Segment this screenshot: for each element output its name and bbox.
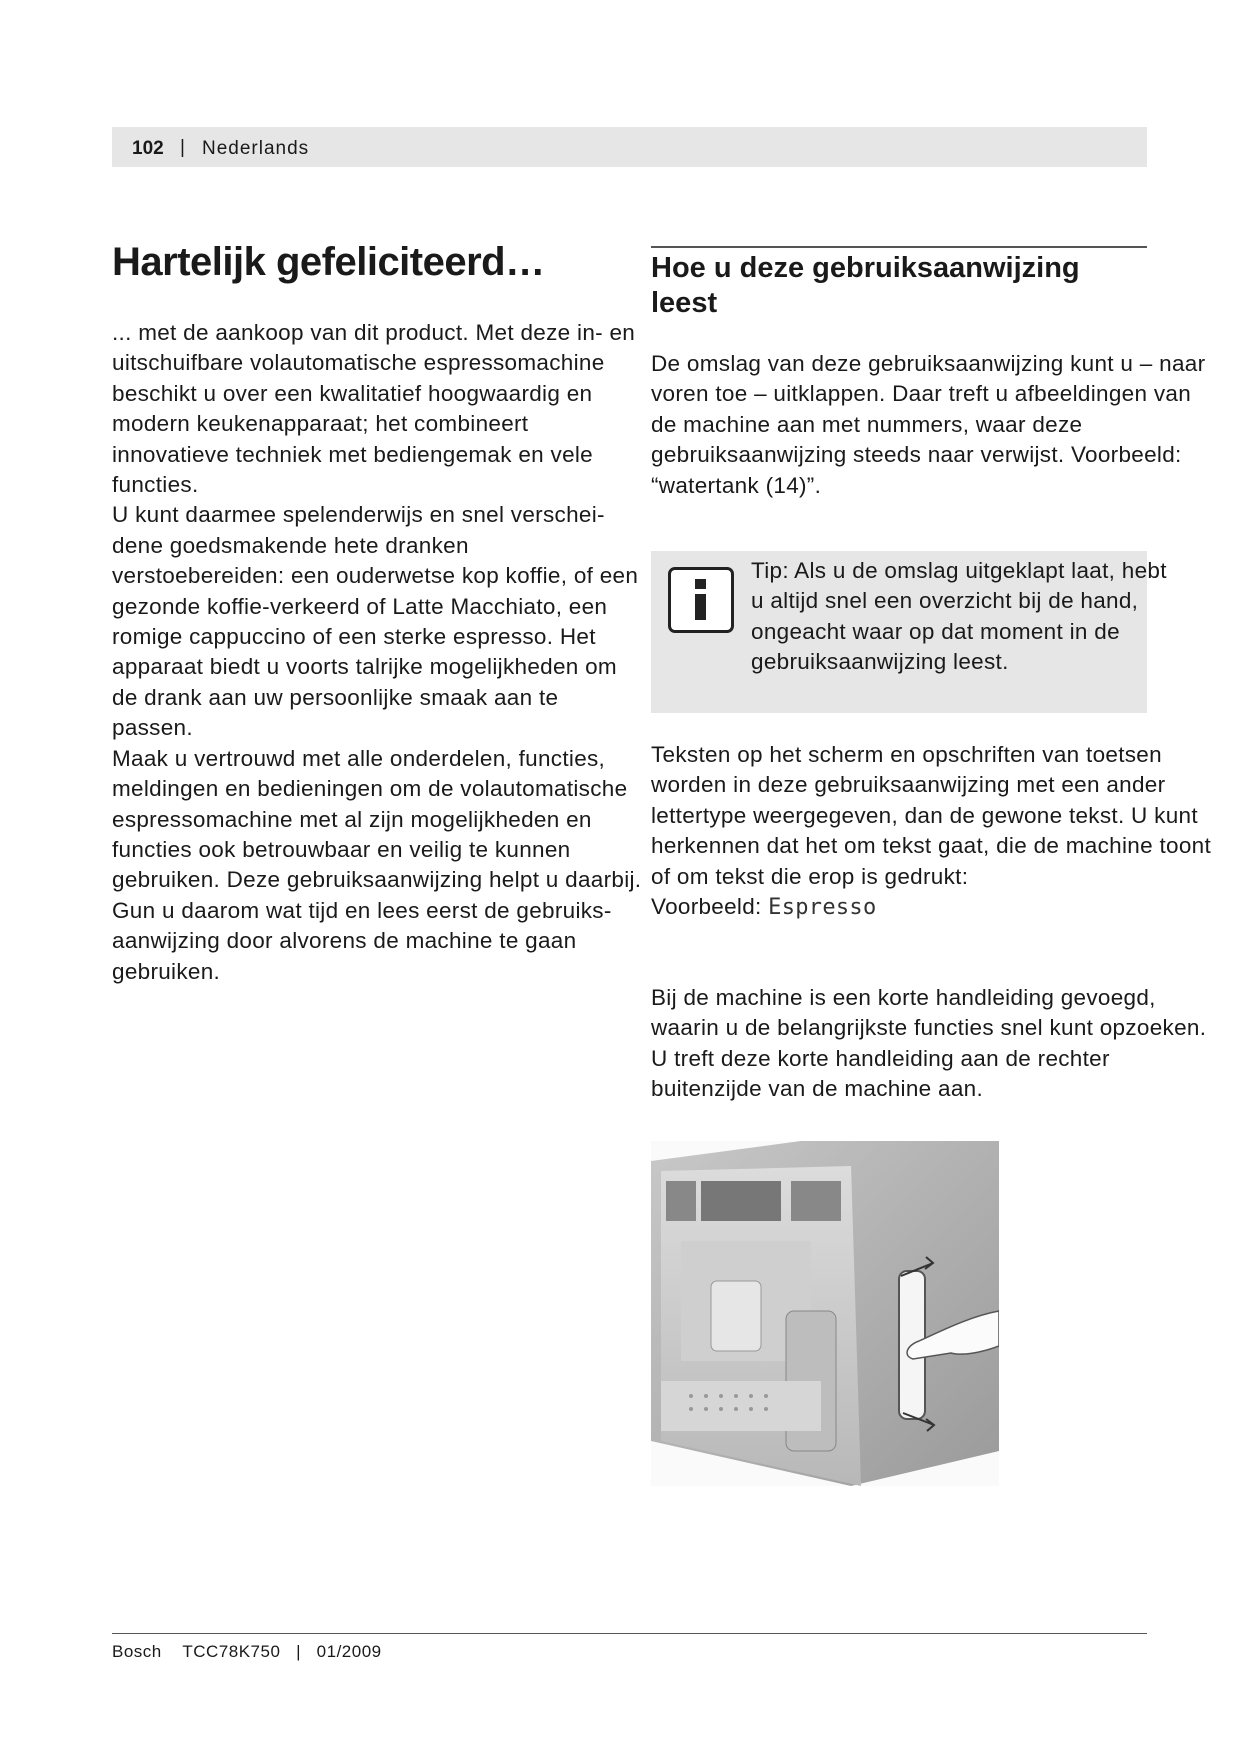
machine-illustration	[651, 1141, 999, 1486]
drinks-paragraph: U kunt daarmee spelenderwijs en snel verscheidene goedsmakende hete dranken verstoebereiden: een ouderwetse kop koffie, of een gezonde koffie-verkeerd of Latte Macchiato, een romige cappuccino of een sterke espresso. Het apparaat biedt u voorts talrijke mogelijkheden om de drank aan uw persoonlijke smaak aan te passen.	[112, 502, 639, 741]
example-value: Espresso	[768, 895, 877, 921]
quick-guide-paragraph	[651, 983, 1211, 1105]
display-text: Teksten op het scherm en opschriften van toetsen worden in deze gebruiksaanwijzing met een ander lettertype weergegeven, dan de gewone tekst. U kunt herkennen dat het om tekst gaat, die de machine toont of om tekst die erop is gedrukt:	[651, 742, 1212, 889]
tip-box	[651, 551, 1167, 713]
example-line	[651, 892, 1211, 923]
page-header	[112, 127, 1147, 167]
footer-date: 01/2009	[316, 1642, 382, 1661]
example-label: Voorbeeld:	[651, 894, 762, 920]
info-icon	[668, 567, 734, 633]
intro-paragraph: ... met de aankoop van dit product. Met deze in- en uitschuifbare volautomatische espressomachine beschikt u over een kwalitatief hoogwaardig en modern keukenapparaat; het combineert innovatieve techniek met bediengemak en vele functies.	[112, 320, 636, 498]
familiarize-paragraph: Maak u vertrouwd met alle onderdelen, functies, meldingen en bedieningen om de volautomatische espressomachine met al zijn mogelijkheden en functies ook betrouwbaar en veilig te kunnen gebruiken. Deze gebruiksaanwijzing helpt u daarbij. Gun u daarom wat tijd en lees eerst de gebruiksaanwijzing door alvorens de machine te gaan gebruiken.	[112, 745, 642, 984]
header-separator: |	[180, 137, 185, 158]
quick-guide-text: Bij de machine is een korte handleiding gevoegd, waarin u de belangrijkste functies snel kunt opzoeken. U treft deze korte handleiding aan de rechter buitenzijde van de machine aan.	[651, 985, 1207, 1102]
footer-rule	[112, 1633, 1147, 1634]
section-title: Hoe u deze gebruiksaanwijzing leest	[651, 252, 1080, 319]
footer-separator: |	[296, 1642, 301, 1661]
left-column	[112, 318, 642, 987]
section-rule	[651, 246, 1147, 248]
cover-text: De omslag van deze gebruiksaanwijzing kunt u – naar voren toe – uitklappen. Daar treft u afbeeldingen van de machine aan met nummers, waar deze gebruiksaanwijzing steeds naar verwijst. Voorbeeld: “watertank (14)”.	[651, 351, 1206, 498]
header-language: Nederlands	[202, 138, 310, 159]
footer-brand: Bosch	[112, 1642, 162, 1661]
page-footer	[112, 1642, 382, 1662]
display-text-paragraph	[651, 740, 1211, 923]
page-number: 102	[132, 138, 164, 159]
tip-text: Tip: Als u de omslag uitgeklapt laat, hebt u altijd snel een overzicht bij de hand, ongeacht waar op dat moment in de gebruiksaanwijzing leest.	[751, 558, 1167, 675]
main-title: Hartelijk gefeliciteerd…	[112, 240, 545, 284]
footer-model: TCC78K750	[182, 1642, 281, 1661]
cover-paragraph	[651, 349, 1211, 501]
